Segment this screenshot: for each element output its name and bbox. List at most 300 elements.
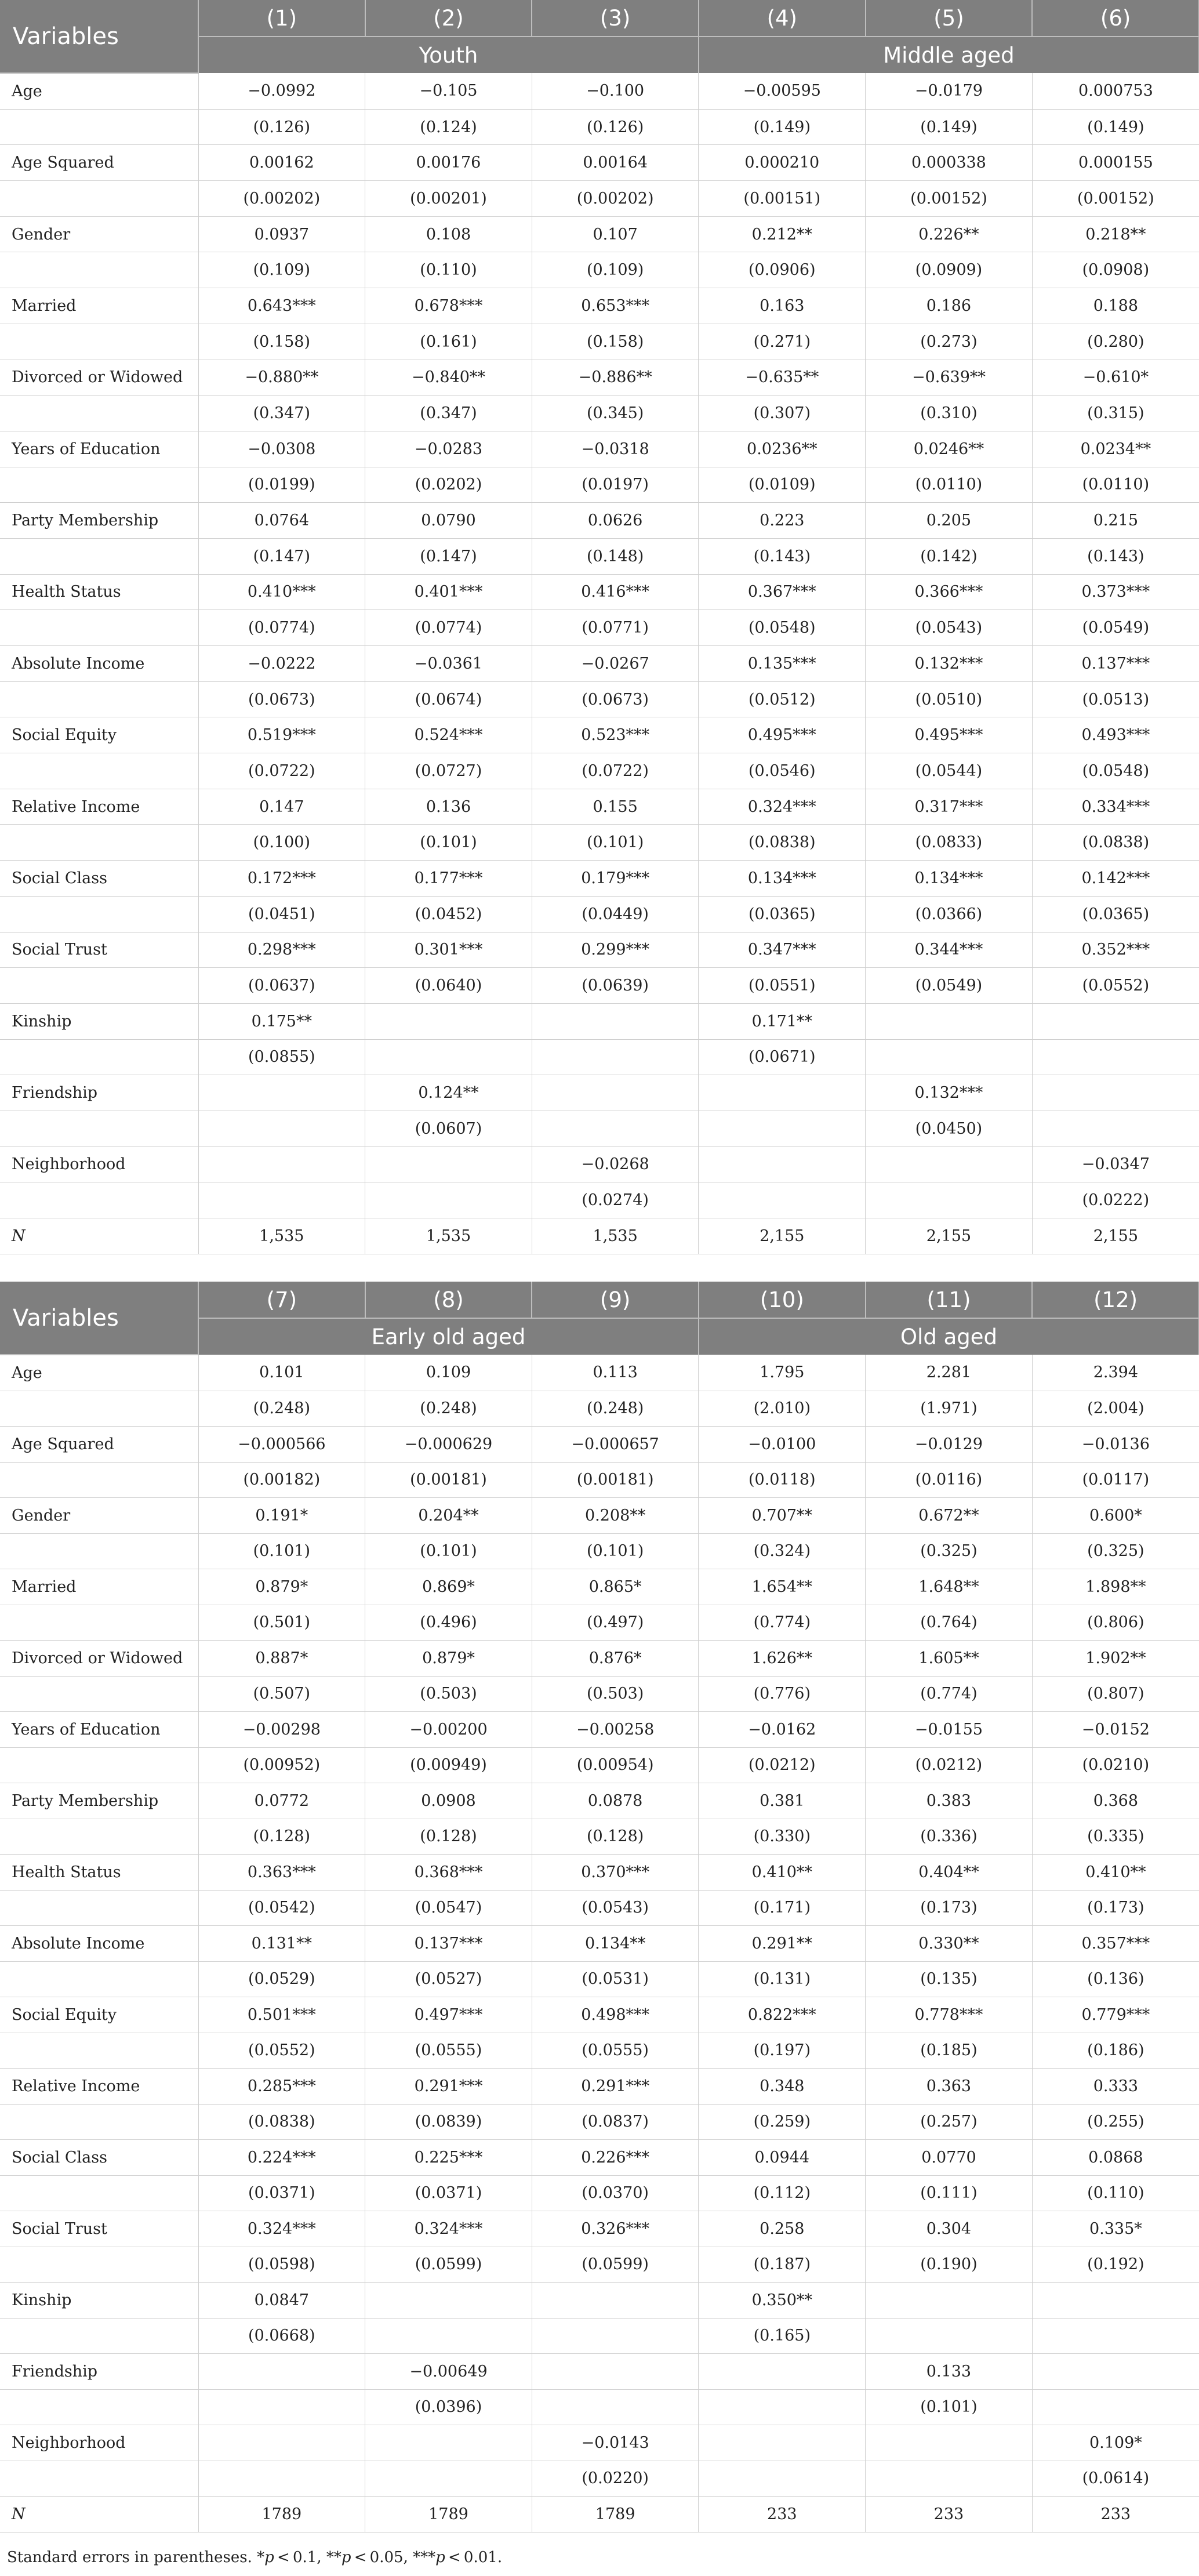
column-number: (12) [1032, 1282, 1199, 1318]
table-body [0, 73, 1199, 1254]
row-label [0, 2175, 198, 2211]
row-label [0, 538, 198, 574]
table-cell: (0.0451) [198, 896, 365, 932]
row-label: Age Squared [0, 145, 198, 181]
row-label [0, 1533, 198, 1569]
table-cell: (0.345) [532, 396, 699, 431]
table-cell: (0.0109) [699, 467, 866, 503]
row-label [0, 467, 198, 503]
table-cell: 0.291** [699, 1926, 866, 1962]
table-row-se [0, 681, 1199, 717]
group-header-early-old-aged: Early old aged [198, 1318, 699, 1355]
table-row-se [0, 2175, 1199, 2211]
row-label [0, 1676, 198, 1712]
table-cell: (0.112) [699, 2175, 866, 2211]
table-cell: 0.519*** [198, 717, 365, 753]
table-cell: 2,155 [699, 1218, 866, 1254]
table-cell: 0.285*** [198, 2069, 365, 2105]
table-cell [1032, 1003, 1199, 1039]
row-label: N [0, 1218, 198, 1254]
table-cell: 1,535 [532, 1218, 699, 1254]
group-header-youth: Youth [198, 37, 699, 73]
table-cell: 0.643*** [198, 288, 365, 324]
table-cell: 0.498*** [532, 1997, 699, 2033]
table-row [0, 360, 1199, 396]
table-cell [365, 1182, 532, 1218]
regression-table-2 [0, 1282, 1199, 2533]
table-cell: −0.105 [365, 73, 532, 109]
table-cell: (0.507) [198, 1676, 365, 1712]
table-cell [699, 2461, 866, 2497]
table-cell [198, 2425, 365, 2461]
table-row-se [0, 252, 1199, 288]
table-cell: (0.0110) [866, 467, 1033, 503]
table-cell: (0.774) [699, 1605, 866, 1641]
table-cell: (0.0548) [699, 610, 866, 646]
column-number: (1) [198, 0, 365, 37]
table-cell [365, 2283, 532, 2319]
row-label: Friendship [0, 1075, 198, 1111]
table-row [0, 2354, 1199, 2390]
table-cell [365, 1039, 532, 1075]
table-cell: (0.173) [1032, 1890, 1199, 1926]
row-label: Age [0, 73, 198, 109]
table-cell: (0.158) [532, 324, 699, 360]
table-cell: 0.869* [365, 1569, 532, 1605]
footnote-p: ***p [413, 2549, 445, 2566]
table-row-se [0, 2247, 1199, 2283]
row-label [0, 753, 198, 789]
table-cell: (0.0607) [365, 1111, 532, 1146]
table-cell: 0.223 [699, 503, 866, 539]
table-cell: 0.172*** [198, 861, 365, 897]
table-cell: (0.0199) [198, 467, 365, 503]
table-cell: (0.173) [866, 1890, 1033, 1926]
variables-header: Variables [0, 0, 198, 73]
table-cell: (0.0450) [866, 1111, 1033, 1146]
table-cell: 0.0764 [198, 503, 365, 539]
row-label: Social Class [0, 861, 198, 897]
row-label: Married [0, 288, 198, 324]
table-cell: −0.00595 [699, 73, 866, 109]
table-cell: (0.0614) [1032, 2461, 1199, 2497]
table-cell: 0.000210 [699, 145, 866, 181]
table-cell: 0.0236** [699, 431, 866, 467]
table-cell: 0.133 [866, 2354, 1033, 2390]
table-cell: (0.0544) [866, 753, 1033, 789]
table-cell: 0.108 [365, 216, 532, 252]
table-cell: (0.147) [365, 538, 532, 574]
table-cell: 0.501*** [198, 1997, 365, 2033]
table-cell: 0.370*** [532, 1855, 699, 1891]
table-cell: 0.876* [532, 1641, 699, 1677]
table-cell [1032, 1039, 1199, 1075]
table-cell: 1,535 [365, 1218, 532, 1254]
row-label [0, 896, 198, 932]
table-row-se [0, 2389, 1199, 2425]
table-cell: 0.381 [699, 1783, 866, 1819]
table-cell: 1.605** [866, 1641, 1033, 1677]
table-cell: (0.776) [699, 1676, 866, 1712]
table-row [0, 1355, 1199, 1391]
footnote-p: *p [257, 2549, 274, 2566]
table-cell: 0.137*** [365, 1926, 532, 1962]
table-cell: −0.0162 [699, 1712, 866, 1748]
row-label [0, 1111, 198, 1146]
table-cell: (0.0722) [532, 753, 699, 789]
table-row [0, 574, 1199, 610]
table-cell: (0.00952) [198, 1747, 365, 1783]
table-cell: (0.00949) [365, 1747, 532, 1783]
row-label [0, 825, 198, 861]
table-cell [532, 1003, 699, 1039]
table-cell: (0.124) [365, 109, 532, 145]
table-cell: 1789 [198, 2497, 365, 2533]
row-label: Divorced or Widowed [0, 1641, 198, 1677]
column-number: (4) [699, 0, 866, 37]
table-cell: (0.0543) [532, 1890, 699, 1926]
table-cell: (0.0452) [365, 896, 532, 932]
table-cell [699, 2389, 866, 2425]
table-cell [365, 1003, 532, 1039]
table-cell: 0.865* [532, 1569, 699, 1605]
table-row [0, 1783, 1199, 1819]
table-cell: (0.273) [866, 324, 1033, 360]
row-label [0, 324, 198, 360]
table-cell: −0.0100 [699, 1427, 866, 1463]
table-cell: 0.113 [532, 1355, 699, 1391]
table-row-se [0, 109, 1199, 145]
table-cell: 1789 [365, 2497, 532, 2533]
table-cell: −0.0143 [532, 2425, 699, 2461]
table-cell: (0.0774) [365, 610, 532, 646]
table-cell: 0.401*** [365, 574, 532, 610]
table-cell: (0.0549) [866, 968, 1033, 1004]
table-cell [532, 1039, 699, 1075]
table-cell: (0.00151) [699, 181, 866, 217]
table-row-se [0, 1819, 1199, 1855]
table-cell [866, 2461, 1033, 2497]
table-cell: 0.317*** [866, 789, 1033, 825]
table-row [0, 73, 1199, 109]
table-cell: 0.410** [699, 1855, 866, 1891]
table-row [0, 1641, 1199, 1677]
table-cell [198, 1146, 365, 1182]
table-cell: 0.350** [699, 2283, 866, 2319]
table-cell: −0.886** [532, 360, 699, 396]
table-cell: (0.255) [1032, 2104, 1199, 2140]
table-cell [365, 2461, 532, 2497]
footnote-threshold: < 0.01. [445, 2549, 503, 2566]
table-cell [866, 2425, 1033, 2461]
table-cell: (0.161) [365, 324, 532, 360]
table-cell [198, 2389, 365, 2425]
table-cell: −0.635** [699, 360, 866, 396]
table-cell: 0.0908 [365, 1783, 532, 1819]
table-cell: 0.410*** [198, 574, 365, 610]
table-cell [198, 2354, 365, 2390]
table-cell: 0.822*** [699, 1997, 866, 2033]
row-label: Absolute Income [0, 1926, 198, 1962]
table-cell: 1.902** [1032, 1641, 1199, 1677]
table-cell: (0.00201) [365, 181, 532, 217]
table-cell: 0.109 [365, 1355, 532, 1391]
table-cell: (0.165) [699, 2318, 866, 2354]
table-cell: 0.367*** [699, 574, 866, 610]
row-label: Age Squared [0, 1427, 198, 1463]
table-cell: 0.416*** [532, 574, 699, 610]
table-cell: 0.335* [1032, 2211, 1199, 2247]
table-cell: (0.0552) [198, 2033, 365, 2069]
table-cell: (0.171) [699, 1890, 866, 1926]
table-cell: (0.0543) [866, 610, 1033, 646]
table-cell: (0.774) [866, 1676, 1033, 1712]
table-cell: (0.0833) [866, 825, 1033, 861]
table-cell: (0.248) [198, 1391, 365, 1427]
table-cell: (0.187) [699, 2247, 866, 2283]
table-cell: 0.778*** [866, 1997, 1033, 2033]
table-cell: −0.0129 [866, 1427, 1033, 1463]
table-row-se [0, 1961, 1199, 1997]
table-row [0, 1997, 1199, 2033]
table-row [0, 789, 1199, 825]
table-cell: (0.135) [866, 1961, 1033, 1997]
table-cell [365, 1146, 532, 1182]
table-cell: (0.0197) [532, 467, 699, 503]
table-cell: (0.0527) [365, 1961, 532, 1997]
table-cell: 0.107 [532, 216, 699, 252]
table-cell: 0.177*** [365, 861, 532, 897]
table-cell: −0.0992 [198, 73, 365, 109]
table-cell: (0.0510) [866, 681, 1033, 717]
table-cell [532, 2354, 699, 2390]
table-cell: (0.149) [1032, 109, 1199, 145]
table-cell [198, 2461, 365, 2497]
table-cell: (0.0548) [1032, 753, 1199, 789]
column-number: (5) [866, 0, 1033, 37]
row-label: Divorced or Widowed [0, 360, 198, 396]
table-cell: (0.807) [1032, 1676, 1199, 1712]
table-cell: (0.131) [699, 1961, 866, 1997]
table-cell: 0.0770 [866, 2140, 1033, 2176]
table-row [0, 2069, 1199, 2105]
table-cell: (0.0674) [365, 681, 532, 717]
table-cell: (0.149) [699, 109, 866, 145]
table-cell: −0.0155 [866, 1712, 1033, 1748]
table-cell: 0.212** [699, 216, 866, 252]
column-number: (8) [365, 1282, 532, 1318]
table-cell: (0.0599) [365, 2247, 532, 2283]
table-cell: (0.0838) [1032, 825, 1199, 861]
table-cell: (0.347) [365, 396, 532, 431]
table-cell: (0.335) [1032, 1819, 1199, 1855]
table-cell: (0.142) [866, 538, 1033, 574]
table-cell: (0.0546) [699, 753, 866, 789]
table-cell: (0.00181) [532, 1462, 699, 1498]
table-cell: −0.0179 [866, 73, 1033, 109]
table-row-se [0, 1676, 1199, 1712]
table-cell [699, 2354, 866, 2390]
table-cell: (0.0547) [365, 1890, 532, 1926]
row-label: Kinship [0, 2283, 198, 2319]
table-cell: 0.101 [198, 1355, 365, 1391]
table-cell: −0.610* [1032, 360, 1199, 396]
column-number: (7) [198, 1282, 365, 1318]
table-cell: −0.0152 [1032, 1712, 1199, 1748]
table-cell: (0.0529) [198, 1961, 365, 1997]
table-cell: 0.109* [1032, 2425, 1199, 2461]
table-cell: (0.336) [866, 1819, 1033, 1855]
table-cell: 2.281 [866, 1355, 1033, 1391]
table-cell: 1,535 [198, 1218, 365, 1254]
table-cell: 2,155 [1032, 1218, 1199, 1254]
table-cell: −0.0268 [532, 1146, 699, 1182]
table-cell: 0.383 [866, 1783, 1033, 1819]
table-cell: (0.0549) [1032, 610, 1199, 646]
row-label [0, 968, 198, 1004]
table-cell: −0.00649 [365, 2354, 532, 2390]
table-cell: (0.0370) [532, 2175, 699, 2211]
table-cell [699, 1146, 866, 1182]
table-cell: 0.134*** [866, 861, 1033, 897]
table-cell: 0.678*** [365, 288, 532, 324]
table-cell: 0.324*** [198, 2211, 365, 2247]
table-cell: (0.109) [198, 252, 365, 288]
table-cell: (0.0838) [198, 2104, 365, 2140]
row-label: Health Status [0, 574, 198, 610]
row-label: Absolute Income [0, 646, 198, 682]
footnote-p: **p [326, 2549, 351, 2566]
row-label: Neighborhood [0, 1146, 198, 1182]
table-row-se [0, 1890, 1199, 1926]
table-cell: (0.0396) [365, 2389, 532, 2425]
table-cell: (0.347) [198, 396, 365, 431]
table-cell: (0.0371) [198, 2175, 365, 2211]
table-cell: (0.0222) [1032, 1182, 1199, 1218]
table-cell: 0.000338 [866, 145, 1033, 181]
group-header-middle-aged: Middle aged [699, 37, 1199, 73]
row-label: Social Class [0, 2140, 198, 2176]
table-cell: (0.0639) [532, 968, 699, 1004]
table-cell: (0.0838) [699, 825, 866, 861]
column-number: (9) [532, 1282, 699, 1318]
row-label: Social Equity [0, 1997, 198, 2033]
column-number: (11) [866, 1282, 1033, 1318]
table-row [0, 1218, 1199, 1254]
table-cell: 233 [1032, 2497, 1199, 2533]
table-cell [1032, 2389, 1199, 2425]
table-cell: 0.204** [365, 1498, 532, 1534]
table-row [0, 861, 1199, 897]
table-cell: 0.215 [1032, 503, 1199, 539]
table-row-se [0, 968, 1199, 1004]
table-cell: 233 [699, 2497, 866, 2533]
table-cell: −0.000566 [198, 1427, 365, 1463]
row-label [0, 1890, 198, 1926]
row-label [0, 2104, 198, 2140]
table-cell: 0.226** [866, 216, 1033, 252]
table-cell: 0.373*** [1032, 574, 1199, 610]
table-cell: (0.101) [365, 825, 532, 861]
table-row [0, 216, 1199, 252]
row-label [0, 1182, 198, 1218]
table-row [0, 1926, 1199, 1962]
group-header-old-aged: Old aged [699, 1318, 1199, 1355]
table-body [0, 1355, 1199, 2532]
table-cell: (0.143) [1032, 538, 1199, 574]
table-cell: 0.0772 [198, 1783, 365, 1819]
table-cell: (0.126) [532, 109, 699, 145]
row-label [0, 1961, 198, 1997]
table-cell: 2.394 [1032, 1355, 1199, 1391]
table-cell: −0.0361 [365, 646, 532, 682]
table-cell: (0.0542) [198, 1890, 365, 1926]
table-row [0, 1003, 1199, 1039]
table-cell: (0.0640) [365, 968, 532, 1004]
table-cell: 0.134*** [699, 861, 866, 897]
row-label: Married [0, 1569, 198, 1605]
table-row-se [0, 1747, 1199, 1783]
row-label [0, 681, 198, 717]
table-cell [699, 2425, 866, 2461]
table-cell: (0.806) [1032, 1605, 1199, 1641]
table-cell: 0.00162 [198, 145, 365, 181]
row-label: N [0, 2497, 198, 2533]
table-cell: (0.0110) [1032, 467, 1199, 503]
table-cell [532, 2283, 699, 2319]
table-cell [1032, 1075, 1199, 1111]
table-cell: (0.0116) [866, 1462, 1033, 1498]
table-cell: −0.000629 [365, 1427, 532, 1463]
table-footnote [7, 2549, 502, 2566]
table-cell: (0.0668) [198, 2318, 365, 2354]
row-label: Neighborhood [0, 2425, 198, 2461]
row-label: Kinship [0, 1003, 198, 1039]
table-cell: (0.0637) [198, 968, 365, 1004]
table-cell: −0.00298 [198, 1712, 365, 1748]
table-cell [198, 1182, 365, 1218]
table-row-se [0, 753, 1199, 789]
row-label: Years of Education [0, 431, 198, 467]
row-label [0, 252, 198, 288]
row-label: Social Trust [0, 932, 198, 968]
table-cell: 0.368*** [365, 1855, 532, 1891]
table-cell: (0.192) [1032, 2247, 1199, 2283]
table-cell [1032, 2318, 1199, 2354]
table-cell: (0.0837) [532, 2104, 699, 2140]
table-cell: 0.186 [866, 288, 1033, 324]
table-cell: (0.0220) [532, 2461, 699, 2497]
table-cell: −0.0136 [1032, 1427, 1199, 1463]
table-cell: (0.0117) [1032, 1462, 1199, 1498]
row-label [0, 181, 198, 217]
table-row-se [0, 1533, 1199, 1569]
table-row-se [0, 2033, 1199, 2069]
table-row-se [0, 1182, 1199, 1218]
table-cell: 0.171** [699, 1003, 866, 1039]
table-cell [198, 1075, 365, 1111]
table-cell: (0.0722) [198, 753, 365, 789]
table-cell: 0.301*** [365, 932, 532, 968]
table-cell: 0.334*** [1032, 789, 1199, 825]
table-cell: −0.840** [365, 360, 532, 396]
table-row-se [0, 610, 1199, 646]
row-label [0, 109, 198, 145]
table-row [0, 1569, 1199, 1605]
table-cell: 0.495*** [866, 717, 1033, 753]
table-cell: 0.333 [1032, 2069, 1199, 2105]
table-cell: (0.00954) [532, 1747, 699, 1783]
